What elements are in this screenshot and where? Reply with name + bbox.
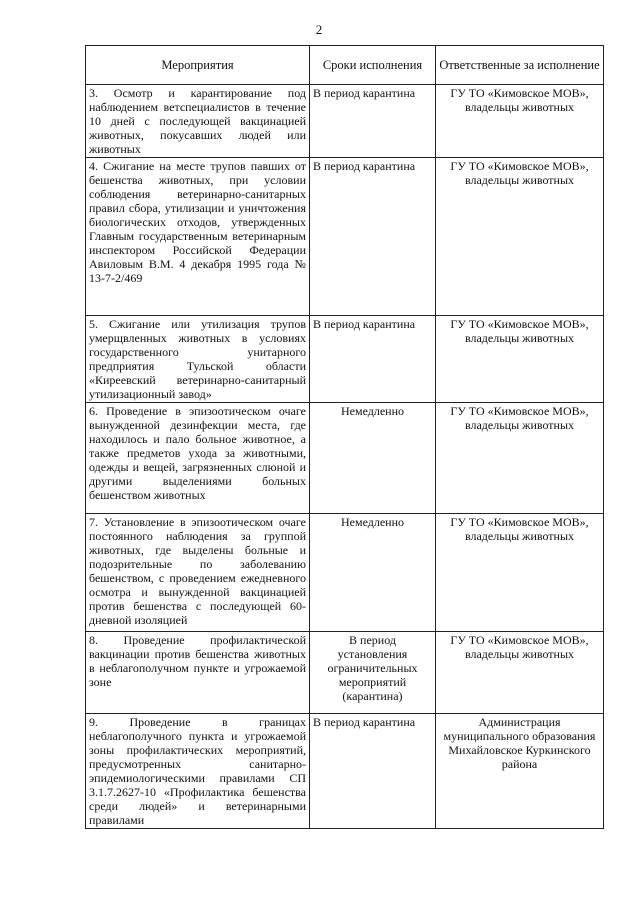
table-row [86, 714, 604, 829]
responsible-cell: ГУ ТО «Кимовское МОВ», владельцы животных [436, 632, 604, 714]
deadline-cell: Немедленно [310, 514, 436, 632]
table-row [86, 514, 604, 632]
responsible-cell: ГУ ТО «Кимовское МОВ», владельцы животных [436, 85, 604, 158]
table-row [86, 316, 604, 403]
table-row [86, 158, 604, 316]
responsible-cell: Администрация муниципального образования Михайловское Куркинского района [436, 714, 604, 829]
event-cell: 3. Осмотр и карантирование под наблюдением ветспециалистов в течение 10 дней с последующей вакцинацией животных, покусавших людей или животных [86, 85, 310, 158]
responsible-cell: ГУ ТО «Кимовское МОВ», владельцы животных [436, 316, 604, 403]
responsible-cell: ГУ ТО «Кимовское МОВ», владельцы животных [436, 514, 604, 632]
event-cell: 6. Проведение в эпизоотическом очаге вынужденной дезинфекции места, где находилось и пало больное животное, а также предметов ухода за животными, одежды и вещей, загрязненных слюной и другими выделениями больных бешенством животных [86, 403, 310, 514]
table-row [86, 632, 604, 714]
header-responsible: Ответственные за исполнение [436, 46, 604, 85]
deadline-cell: Немедленно [310, 403, 436, 514]
table-row [86, 403, 604, 514]
measures-table [85, 45, 604, 829]
deadline-cell: В период карантина [310, 714, 436, 829]
responsible-cell: ГУ ТО «Кимовское МОВ», владельцы животных [436, 403, 604, 514]
deadline-cell: В период установления ограничительных мероприятий (карантина) [310, 632, 436, 714]
event-cell: 5. Сжигание или утилизация трупов умерщвленных животных в условиях государственного унитарного предприятия Тульской области «Киреевский ветеринарно-санитарный утилизационный завод» [86, 316, 310, 403]
event-cell: 7. Установление в эпизоотическом очаге постоянного наблюдения за группой животных, где выделены больные и подозрительные по заболеванию бешенством, с проведением ежедневного осмотра и вынужденной вакцинацией против бешенства с последующей 60-дневной изоляцией [86, 514, 310, 632]
table-row [86, 85, 604, 158]
header-event: Мероприятия [86, 46, 310, 85]
deadline-cell: В период карантина [310, 158, 436, 316]
event-cell: 4. Сжигание на месте трупов павших от бешенства животных, при условии соблюдения ветеринарно-санитарных правил сбора, утилизации и уничтожения биологических отходов, утвержденных Главным государственным ветеринарным инспектором Российской Федерации Авиловым В.М. 4 декабря 1995 года № 13-7-2/469 [86, 158, 310, 316]
deadline-cell: В период карантина [310, 316, 436, 403]
page-number: 2 [315, 22, 323, 37]
event-cell: 9. Проведение в границах неблагополучного пункта и угрожаемой зоны профилактических мероприятий, предусмотренных санитарно-эпидемиологическими правилами СП 3.1.7.2627-10 «Профилактика бешенства среди людей» и ветеринарными правилами [86, 714, 310, 829]
responsible-cell: ГУ ТО «Кимовское МОВ», владельцы животных [436, 158, 604, 316]
table-header-row [86, 46, 604, 85]
deadline-cell: В период карантина [310, 85, 436, 158]
header-deadline: Сроки исполнения [310, 46, 436, 85]
event-cell: 8. Проведение профилактической вакцинации против бешенства животных в неблагополучном пункте и угрожаемой зоне [86, 632, 310, 714]
